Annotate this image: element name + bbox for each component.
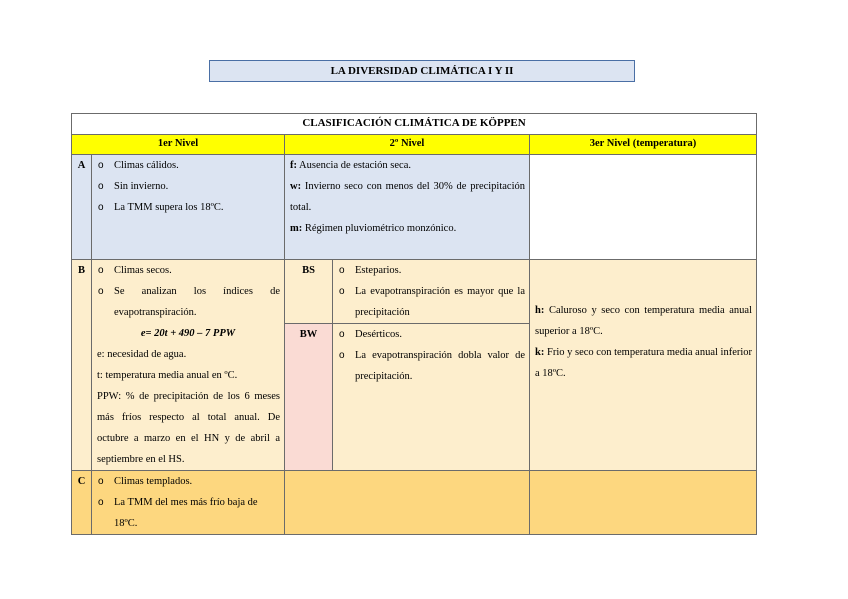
row-c-letter: C xyxy=(72,471,92,535)
row-b-letter: B xyxy=(72,260,92,471)
bs-description xyxy=(333,260,530,324)
f-text: Ausencia de estación seca. xyxy=(299,160,411,171)
definition-e: e: necesidad de agua. xyxy=(97,349,187,360)
header-nivel-3: 3er Nivel (temperatura) xyxy=(530,135,757,155)
row-b-nivel-1 xyxy=(92,260,285,471)
list-item: o La evapotranspiración es mayor que la precipitación xyxy=(333,281,529,323)
definition-ppw: PPW: % de precipitación de los 6 meses más fríos respecto al total anual. De octubre a marzo en el HN y de abril a septiembre en el HS. xyxy=(97,391,280,465)
header-nivel-1: 1er Nivel xyxy=(72,135,285,155)
document-title: LA DIVERSIDAD CLIMÁTICA I Y II xyxy=(209,60,635,82)
m-text: Régimen pluviométrico monzónico. xyxy=(304,223,457,234)
koppen-table xyxy=(71,113,757,535)
bs-label: BS xyxy=(285,260,333,324)
list-item: o Esteparios. xyxy=(333,260,529,281)
list-item: o Desérticos. xyxy=(333,324,529,345)
header-nivel-2: 2º Nivel xyxy=(285,135,530,155)
bw-label: BW xyxy=(285,324,333,471)
list-item: o La evapotranspiración dobla valor de precipitación. xyxy=(333,345,529,387)
w-text: Invierno seco con menos del 30% de precipitación total. xyxy=(290,181,526,213)
row-c-nivel-1 xyxy=(92,471,285,535)
f-key: f: xyxy=(290,160,297,171)
row-c-nivel-3 xyxy=(530,471,757,535)
table-caption: CLASIFICACIÓN CLIMÁTICA DE KÖPPEN xyxy=(72,114,757,135)
row-c-nivel-2 xyxy=(285,471,530,535)
row-a-nivel-3 xyxy=(530,155,757,260)
row-a-nivel-2 xyxy=(285,155,530,260)
k-text: Frio y seco con temperatura media anual inferior a 18ºC. xyxy=(535,347,753,379)
list-item: o La TMM supera los 18ºC. xyxy=(92,197,284,218)
list-item: o Climas templados. xyxy=(92,471,284,492)
bw-description xyxy=(333,324,530,471)
h-key: h: xyxy=(535,305,545,316)
w-key: w: xyxy=(290,181,302,192)
m-key: m: xyxy=(290,223,303,234)
list-item: o Climas secos. xyxy=(92,260,284,281)
row-a-nivel-1 xyxy=(92,155,285,260)
list-item: o Se analizan los índices de evapotranspiración. xyxy=(92,281,284,323)
list-item: o Climas cálidos. xyxy=(92,155,284,176)
list-item: o La TMM del mes más frío baja de 18ºC. xyxy=(92,492,284,534)
k-key: k: xyxy=(535,347,545,358)
definition-t: t: temperatura media anual en ºC. xyxy=(97,370,238,381)
list-item: o Sin invierno. xyxy=(92,176,284,197)
h-text: Caluroso y seco con temperatura media anual superior a 18ºC. xyxy=(535,305,753,337)
evapotranspiration-formula: e= 20t + 490 – 7 PPW xyxy=(140,328,236,339)
row-a-letter: A xyxy=(72,155,92,260)
row-b-nivel-3 xyxy=(530,260,757,471)
